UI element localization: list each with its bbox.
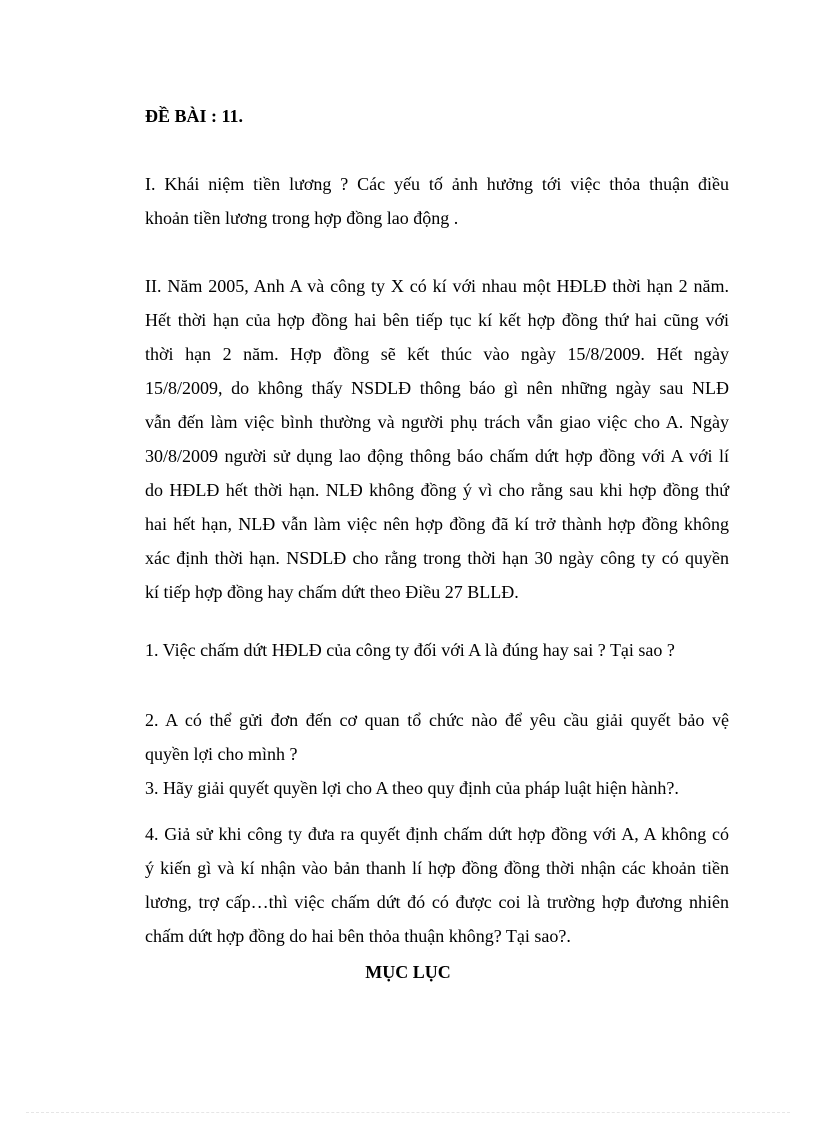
part2-line: xác định thời hạn. NSDLĐ cho rằng trong thời hạn 30 ngày công ty có quyền <box>145 548 729 568</box>
part2-line: kí tiếp hợp đồng hay chấm dứt theo Điều 27 BLLĐ. <box>145 582 519 602</box>
page-divider <box>26 1112 790 1113</box>
part2-line: 15/8/2009, do không thấy NSDLĐ thông báo gì nên những ngày sau NLĐ <box>145 378 729 398</box>
question-2-line: 2. A có thể gửi đơn đến cơ quan tổ chức nào để yêu cầu giải quyết bảo vệ <box>145 710 729 730</box>
part2-line: do HĐLĐ hết thời hạn. NLĐ không đồng ý vì cho rằng sau khi hợp đồng thứ <box>145 480 729 500</box>
question-4-line: 4. Giả sử khi công ty đưa ra quyết định chấm dứt hợp đồng với A, A không có <box>145 824 729 844</box>
part2-line: II. Năm 2005, Anh A và công ty X có kí với nhau một HĐLĐ thời hạn 2 năm. <box>145 276 729 296</box>
part2-line: vẫn đến làm việc bình thường và người phụ trách vẫn giao việc cho A. Ngày <box>145 412 729 432</box>
toc-title: MỤC LỤC <box>365 962 451 982</box>
part2-line: 30/8/2009 người sử dụng lao động thông báo chấm dứt hợp đồng với A với lí <box>145 446 729 466</box>
assignment-heading: ĐỀ BÀI : 11. <box>145 106 244 126</box>
question-3: 3. Hãy giải quyết quyền lợi cho A theo quy định của pháp luật hiện hành?. <box>145 778 679 798</box>
question-4-line: chấm dứt hợp đồng do hai bên thỏa thuận không? Tại sao?. <box>145 926 571 946</box>
question-1: 1. Việc chấm dứt HĐLĐ của công ty đối với A là đúng hay sai ? Tại sao ? <box>145 640 675 660</box>
part2-line: thời hạn 2 năm. Hợp đồng sẽ kết thúc vào ngày 15/8/2009. Hết ngày <box>145 344 729 364</box>
question-4-line: lương, trợ cấp…thì việc chấm dứt đó có được coi là trường hợp đương nhiên <box>145 892 729 912</box>
question-2-line: quyền lợi cho mình ? <box>145 744 298 764</box>
part1-line: khoản tiền lương trong hợp đồng lao động . <box>145 208 459 228</box>
part2-line: Hết thời hạn của hợp đồng hai bên tiếp tục kí kết hợp đồng thứ hai cũng với <box>145 310 729 330</box>
question-4-line: ý kiến gì và kí nhận vào bản thanh lí hợp đồng đồng thời nhận các khoản tiền <box>145 858 729 878</box>
part2-line: hai hết hạn, NLĐ vẫn làm việc nên hợp đồng đã kí trở thành hợp đồng không <box>145 514 729 534</box>
part1-line: I. Khái niệm tiền lương ? Các yếu tố ảnh hưởng tới việc thỏa thuận điều <box>145 174 729 194</box>
